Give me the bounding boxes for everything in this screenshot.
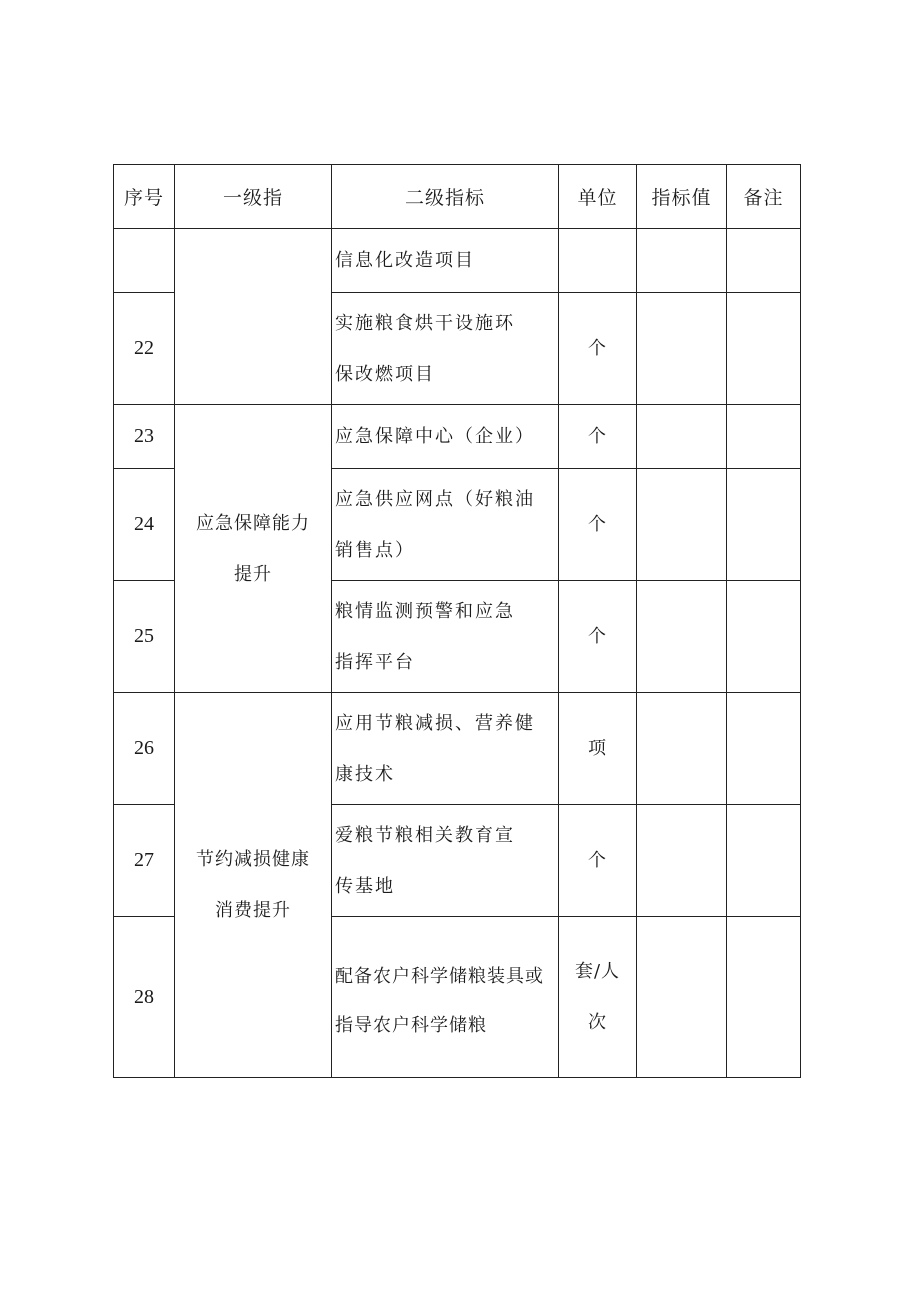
level1-line: 应急保障能力 bbox=[196, 512, 310, 534]
unit-cell bbox=[559, 581, 637, 693]
unit-text: 个 bbox=[588, 426, 607, 447]
note-cell bbox=[727, 229, 801, 293]
table-row bbox=[114, 693, 801, 805]
indicator-table-page bbox=[113, 164, 801, 1078]
note-cell bbox=[727, 917, 801, 1078]
level2-cell bbox=[332, 405, 559, 469]
value-cell bbox=[637, 581, 727, 693]
unit-text: 套/人 bbox=[574, 961, 621, 982]
note-cell bbox=[727, 405, 801, 469]
value-cell bbox=[637, 293, 727, 405]
value-cell bbox=[637, 693, 727, 805]
value-cell bbox=[637, 805, 727, 917]
level2-line: 保改燃项目 bbox=[335, 363, 435, 385]
level1-line: 节约减损健康 bbox=[196, 849, 310, 870]
level2-line: 信息化改造项目 bbox=[335, 250, 475, 271]
unit-text: 项 bbox=[588, 738, 607, 759]
note-cell bbox=[727, 469, 801, 581]
level2-line: 销售点） bbox=[335, 539, 415, 561]
row-number bbox=[114, 229, 175, 293]
table-row bbox=[114, 405, 801, 469]
level2-line: 传基地 bbox=[335, 875, 395, 897]
indicator-table bbox=[113, 164, 801, 1078]
header-seq: 序号 bbox=[114, 165, 175, 229]
row-number: 25 bbox=[114, 581, 175, 693]
note-cell bbox=[727, 693, 801, 805]
unit-text: 个 bbox=[588, 626, 607, 647]
level2-line: 配备农户科学储粮装具或 bbox=[335, 965, 544, 987]
value-cell bbox=[637, 469, 727, 581]
table-row bbox=[114, 229, 801, 293]
level2-line: 康技术 bbox=[335, 763, 395, 785]
level2-cell bbox=[332, 581, 559, 693]
value-cell bbox=[637, 229, 727, 293]
header-note: 备注 bbox=[727, 165, 801, 229]
level2-cell bbox=[332, 229, 559, 293]
value-cell bbox=[637, 405, 727, 469]
level2-line: 实施粮食烘干设施环 bbox=[335, 312, 515, 334]
header-unit: 单位 bbox=[559, 165, 637, 229]
row-number: 24 bbox=[114, 469, 175, 581]
row-number: 22 bbox=[114, 293, 175, 405]
level1-line: 消费提升 bbox=[215, 900, 291, 921]
level1-cell-saving bbox=[175, 693, 332, 1078]
value-cell bbox=[637, 917, 727, 1078]
header-value: 指标值 bbox=[637, 165, 727, 229]
note-cell bbox=[727, 293, 801, 405]
row-number: 28 bbox=[114, 917, 175, 1078]
level2-line: 粮情监测预警和应急 bbox=[335, 600, 515, 622]
level2-line: 指挥平台 bbox=[335, 651, 415, 673]
unit-text: 次 bbox=[588, 1012, 607, 1033]
unit-cell bbox=[559, 469, 637, 581]
level2-cell bbox=[332, 293, 559, 405]
unit-text: 个 bbox=[588, 338, 607, 359]
unit-cell bbox=[559, 917, 637, 1078]
level2-line: 指导农户科学储粮 bbox=[335, 1014, 487, 1036]
header-level1: 一级指 bbox=[175, 165, 332, 229]
note-cell bbox=[727, 581, 801, 693]
unit-cell bbox=[559, 293, 637, 405]
unit-cell bbox=[559, 805, 637, 917]
level1-line: 提升 bbox=[234, 563, 272, 585]
level2-cell bbox=[332, 805, 559, 917]
level2-cell bbox=[332, 917, 559, 1078]
unit-cell bbox=[559, 405, 637, 469]
level1-cell-continued bbox=[175, 229, 332, 405]
row-number: 23 bbox=[114, 405, 175, 469]
level2-line: 应急供应网点（好粮油 bbox=[335, 488, 535, 510]
unit-text: 个 bbox=[588, 850, 607, 871]
level2-cell bbox=[332, 469, 559, 581]
level2-line: 应用节粮减损、营养健 bbox=[335, 712, 535, 734]
level1-cell-emergency bbox=[175, 405, 332, 693]
level2-line: 应急保障中心（企业） bbox=[335, 426, 535, 447]
unit-cell bbox=[559, 693, 637, 805]
note-cell bbox=[727, 805, 801, 917]
header-level2: 二级指标 bbox=[332, 165, 559, 229]
row-number: 26 bbox=[114, 693, 175, 805]
level2-line: 爱粮节粮相关教育宣 bbox=[335, 824, 515, 846]
table-header-row bbox=[114, 165, 801, 229]
unit-cell bbox=[559, 229, 637, 293]
unit-text: 个 bbox=[588, 514, 607, 535]
row-number: 27 bbox=[114, 805, 175, 917]
level2-cell bbox=[332, 693, 559, 805]
